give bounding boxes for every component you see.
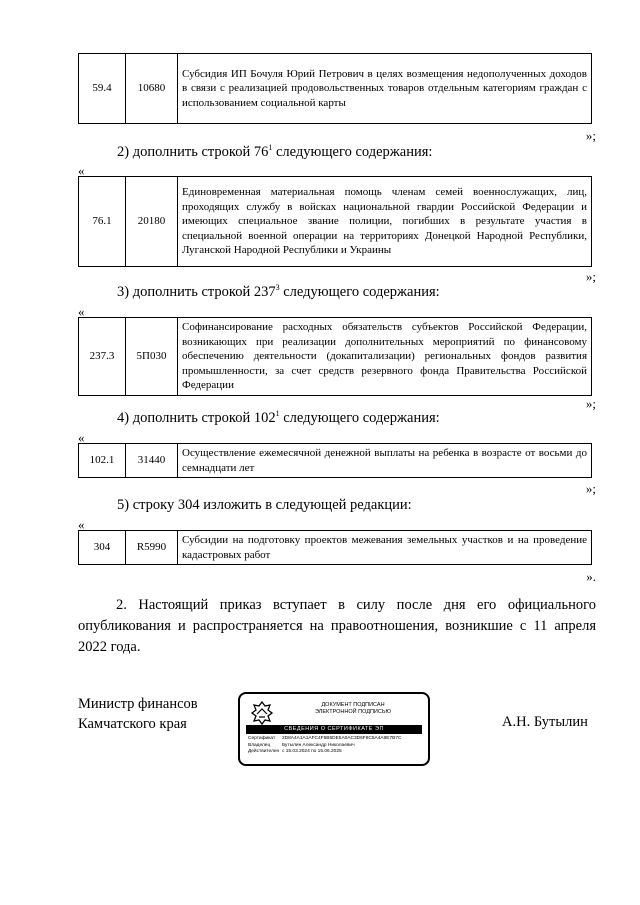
coat-of-arms-icon (250, 700, 274, 726)
closing-quote: ». (586, 569, 596, 584)
row-code: 5П030 (126, 318, 178, 396)
opening-quote: « (78, 430, 85, 445)
item-heading: 5) строку 304 изложить в следующей редакции: (117, 497, 412, 513)
row-number: 76.1 (79, 177, 126, 267)
row-number: 59.4 (79, 54, 126, 124)
row-description: Осуществление ежемесячной денежной выплаты на ребенка в возрасте от восьми до семнадцати лет (178, 444, 592, 478)
closing-quote: »; (585, 396, 596, 411)
row-number: 102.1 (79, 444, 126, 478)
row-number: 237.3 (79, 318, 126, 396)
table-row (78, 53, 592, 124)
row-code: 31440 (126, 444, 178, 478)
table-row (78, 317, 592, 396)
electronic-signature-stamp: ДОКУМЕНТ ПОДПИСАН ЭЛЕКТРОННОЙ ПОДПИСЬЮ СВЕДЕНИЯ О СЕРТИФИКАТЕ ЭП Сертификат 2D8A4A1A1AFC4F5B5DE5A0AC3D6F8C5A4A9E7B7C Владелец Бутылин Александр Николаевич Действителен с 15.03.2024 по 15.06.2025 (238, 692, 430, 766)
item-heading: 4) дополнить строкой $102^1$ следующего содержания: (117, 409, 440, 426)
row-description: Софинансирование расходных обязательств субъектов Российской Федерации, возникающих при реализации дополнительных мероприятий по финансовому обеспечению деятельности (докапитализации) региональных фондов развития промышленности, за счет средств резервного фонда Правительства Российской Федерации (178, 318, 592, 396)
row-description: Единовременная материальная помощь членам семей военнослужащих, лиц, проходящих службу в войсках национальной гвардии Российской Федерации и имеющих специальное звание полиции, погибших в результате участия в специальной военной операции на территориях Донецкой Народной Республики, Луганской Народной Республики и Украины (178, 177, 592, 267)
opening-quote: « (78, 163, 85, 178)
row-code: 20180 (126, 177, 178, 267)
item-heading: 2) дополнить строкой $76^1$ следующего содержания: (117, 143, 433, 160)
closing-quote: »; (585, 269, 596, 284)
row-code: 10680 (126, 54, 178, 124)
table-row (78, 530, 592, 565)
closing-quote: »; (585, 481, 596, 496)
stamp-bar: СВЕДЕНИЯ О СЕРТИФИКАТЕ ЭП (246, 725, 422, 734)
opening-quote: « (78, 304, 85, 319)
row-number: 304 (79, 531, 126, 565)
closing-quote: »; (585, 128, 596, 143)
row-description: Субсидии на подготовку проектов межевания земельных участков и на проведение кадастровых работ (178, 531, 592, 565)
table-row (78, 176, 592, 267)
cert-row: Сертификат 2D8A4A1A1AFC4F5B5DE5A0AC3D6F8C5A4A9E7B7C (248, 736, 402, 741)
table-row (78, 443, 592, 478)
opening-quote: « (78, 517, 85, 532)
valid-row: Действителен с 15.03.2024 по 15.06.2025 (248, 749, 342, 754)
item-heading: 3) дополнить строкой $237^3$ следующего содержания: (117, 283, 440, 300)
signatory-position: Министр финансов Камчатского края (78, 696, 198, 732)
body-paragraph: 2. Настоящий приказ вступает в силу после дня его официального опубликования и распространяется на правоотношения, возникшие с 11 апреля 2022 года. (78, 597, 596, 655)
row-code: R5990 (126, 531, 178, 565)
signatory-name: А.Н. Бутылин (502, 714, 588, 730)
owner-row: Владелец Бутылин Александр Николаевич (248, 742, 355, 748)
row-description: Субсидия ИП Бочуля Юрий Петрович в целях возмещения недополученных доходов в связи с реализацией продовольственных товаров отдельным категориям граждан с использованием социальной карты (178, 54, 592, 124)
